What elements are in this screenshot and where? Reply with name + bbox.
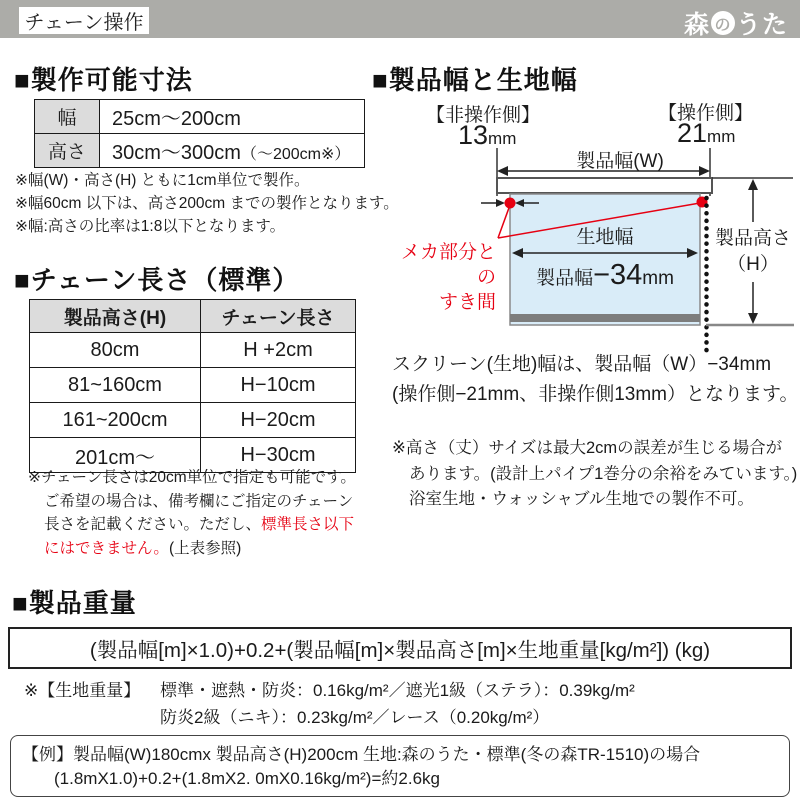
gap-pointer-line: [498, 205, 510, 238]
weight-section-heading: ■製品重量: [12, 588, 137, 618]
operation-side-value: [677, 118, 735, 149]
value-unit: mm: [707, 127, 736, 146]
weight-example-box: [10, 735, 790, 797]
fabric-weight-values: 標準・遮熱・防炎：0.16kg/m²／遮光1級（ステラ）：0.39kg/m²: [160, 681, 635, 700]
brand-logo: [684, 5, 788, 41]
fabric-weight-line: 防炎2級（ニキ）：0.23kg/m²／レース（0.20kg/m²）: [160, 708, 550, 727]
column-header: チェーン長さ: [201, 300, 356, 333]
chain-cell: H−20cm: [201, 403, 356, 438]
operation-type-label: チェーン操作: [24, 12, 144, 34]
value-unit: mm: [488, 129, 517, 148]
size-row-label: 幅: [35, 100, 100, 134]
note-line: ご希望の場合は、備考欄にご指定のチェーン: [44, 492, 354, 510]
size-row-value: 25cm～200cm: [100, 100, 365, 134]
description-line: (操作側−21mm、非操作側13mm）となります。: [392, 383, 799, 405]
gap-dot-left: [505, 198, 516, 209]
top-bar: [0, 0, 800, 38]
note-text-red: にはできません。: [44, 539, 169, 557]
example-line: 【例】製品幅(W)180cmx 製品高さ(H)200cm 生地:森のうた・標準(冬の森TR-1510)の場合: [22, 745, 701, 764]
brand-text-2: うた: [735, 11, 788, 39]
formula-number: −34: [593, 259, 643, 291]
table-row: [35, 134, 365, 168]
arrowhead-right: [699, 166, 710, 176]
column-header: 製品高さ(H): [30, 300, 201, 333]
table-row: [30, 368, 356, 403]
note-line: ※チェーン長さは20cm単位で指定も可能です。: [28, 469, 356, 486]
width-diagram: [390, 98, 800, 360]
label-line: 製品高さ: [714, 228, 791, 249]
note-line: あります。(設計上パイプ1巻分の余裕をみています。): [409, 464, 798, 483]
size-row-value: [100, 134, 365, 168]
width-section-heading: ■製品幅と生地幅: [372, 65, 578, 95]
chain-cell: H−10cm: [201, 368, 356, 403]
height-cell: 81~160cm: [30, 368, 201, 403]
chain-section-heading: ■チェーン長さ（標準）: [14, 265, 300, 295]
table-row: [30, 403, 356, 438]
size-table: [34, 99, 365, 168]
fabric-weight-line: [24, 677, 635, 704]
description-line: スクリーン(生地)幅は、製品幅（W）−34mm: [392, 354, 772, 375]
gap-arrowhead-right: [496, 199, 505, 207]
value-number: 13: [458, 120, 489, 150]
arrowhead-up: [748, 179, 758, 190]
height-cell: 161~200cm: [30, 403, 201, 438]
label-line: （H）: [727, 254, 779, 275]
brand-text-1: 森: [683, 11, 710, 39]
note-line: [28, 513, 373, 537]
note-line: [28, 537, 373, 561]
formula-prefix: 製品幅: [536, 268, 594, 289]
chain-cell: H +2cm: [201, 333, 356, 368]
size-section-heading: ■製作可能寸法: [14, 65, 193, 95]
size-notes: [15, 169, 399, 238]
fabric-weight-label: ※【生地重量】: [24, 681, 141, 700]
fabric-width-description: [392, 350, 798, 409]
bottom-weight-bar: [510, 314, 700, 322]
label-line: メカ部分との: [400, 242, 496, 288]
mechanism-gap-label: [390, 240, 496, 315]
height-tolerance-note: [392, 436, 797, 513]
note-line: ※幅60cm 以下は、高さ200cm までの製作となります。: [15, 195, 399, 212]
fabric-width-label: 生地幅: [576, 227, 634, 248]
chain-note: [28, 466, 373, 560]
chain-length-table: [29, 299, 356, 473]
fabric-weight-list: [24, 677, 635, 731]
height-cell: 80cm: [30, 333, 201, 368]
size-value-main: 30cm～300cm: [112, 142, 241, 164]
arrowhead-left: [497, 166, 508, 176]
chain-cell: H−30cm: [201, 438, 356, 473]
head-rail: [497, 178, 712, 193]
product-height-label: [711, 226, 795, 278]
note-text: (上表参照): [168, 539, 242, 557]
arrowhead-down: [748, 313, 758, 324]
note-text: 長さを記載ください。ただし、: [44, 516, 262, 533]
note-text-red: 標準長さ以下: [261, 516, 355, 533]
weight-formula-box: [8, 627, 792, 669]
note-line: ※幅:高さの比率は1:8以下となります。: [15, 218, 286, 235]
size-row-label: 高さ: [35, 134, 100, 168]
note-line: ※幅(W)・高さ(H) ともに1cm単位で製作。: [15, 172, 310, 189]
brand-leaf-icon: の: [711, 11, 735, 35]
non-operation-side-label: 【非操作側】: [426, 105, 541, 126]
height-cell: 201cm～: [30, 438, 201, 473]
table-row: [30, 333, 356, 368]
note-line: 浴室生地・ウォッシャブル生地での製作不可。: [409, 490, 754, 508]
note-line: ※高さ（丈）サイズは最大2cmの誤差が生じる場合が: [392, 439, 783, 457]
example-line: (1.8mX1.0)+0.2+(1.8mX2. 0mX0.16kg/m²)=約2.6kg: [54, 769, 440, 788]
product-width-label: 製品幅(W): [576, 151, 664, 172]
formula-unit: mm: [642, 268, 674, 289]
table-header-row: [30, 300, 356, 333]
table-row: [35, 100, 365, 134]
weight-formula: (製品幅[m]×1.0)+0.2+(製品幅[m]×製品高さ[m]×生地重量[kg/m²]) (kg): [89, 639, 711, 662]
non-operation-side-value: [458, 120, 516, 151]
size-value-paren: （～200cm※）: [240, 146, 351, 163]
fabric-width-formula: [495, 259, 715, 292]
label-line: すき間: [438, 292, 496, 313]
value-number: 21: [677, 118, 708, 148]
operation-type-badge: [19, 7, 149, 34]
operation-side-label: 【操作側】: [658, 103, 754, 124]
